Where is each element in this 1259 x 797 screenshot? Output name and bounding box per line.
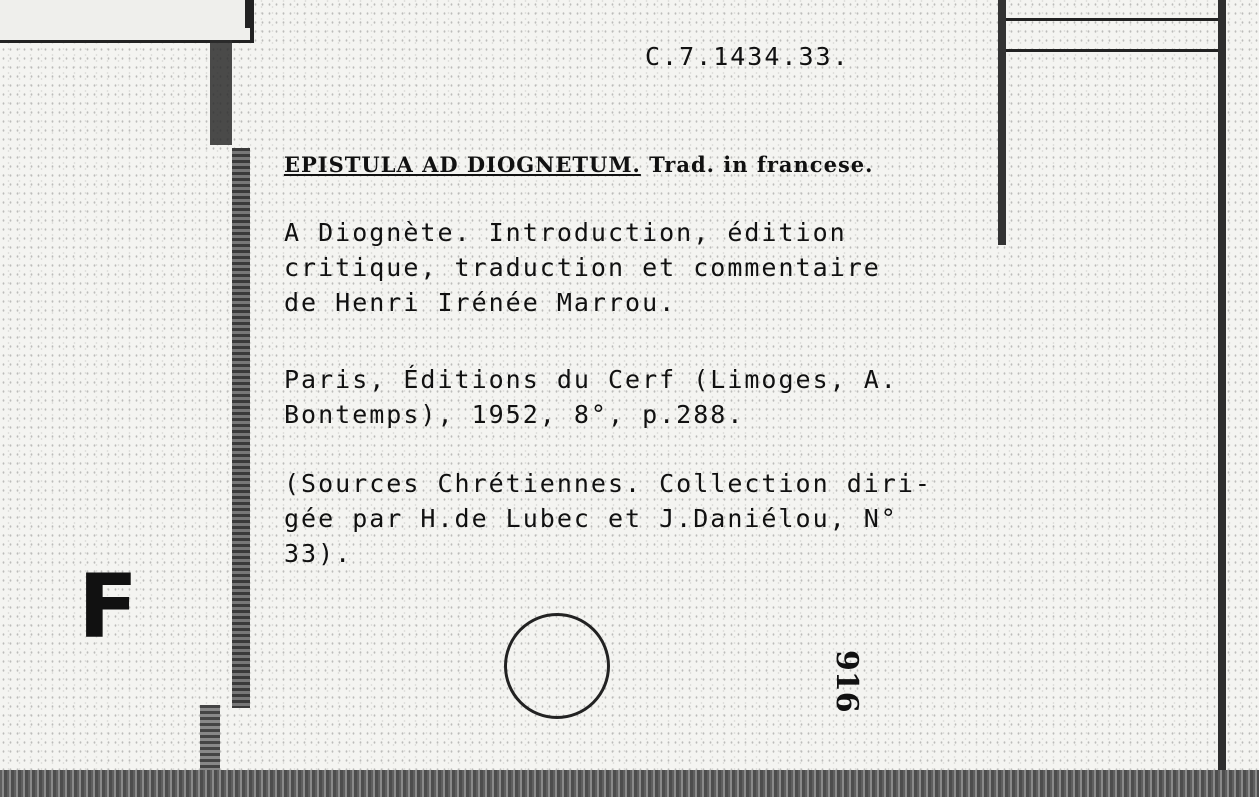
card-edge-shadow <box>210 40 232 145</box>
rotated-number: 916 <box>829 650 864 713</box>
card-right-border <box>998 0 1006 245</box>
card-top-edge <box>245 0 1010 28</box>
right-edge-border <box>1218 0 1226 770</box>
adjacent-card-left <box>0 0 254 43</box>
card-left-border-lower <box>200 705 220 770</box>
library-stamp-circle <box>504 613 610 719</box>
scanner-bottom-band <box>0 770 1259 797</box>
description-paragraph: A Diognète. Introduction, édition critique, traduction et commentaire de Henri Irénée Marrou. <box>284 218 881 317</box>
title-rest: Trad. in francese. <box>640 152 874 177</box>
series-paragraph: (Sources Chrétiennes. Collection diri- gée par H.de Lubec et J.Daniélou, N° 33). <box>284 469 932 568</box>
title-caps: EPISTULA AD DIOGNETUM. <box>284 152 641 177</box>
entry-title <box>284 152 873 177</box>
catalog-number: C.7.1434.33. <box>645 42 850 71</box>
adjacent-card-right <box>1006 18 1221 52</box>
shelf-letter: F <box>78 555 139 658</box>
card-left-border <box>232 148 250 708</box>
publication-paragraph: Paris, Éditions du Cerf (Limoges, A. Bontemps), 1952, 8°, p.288. <box>284 365 898 429</box>
